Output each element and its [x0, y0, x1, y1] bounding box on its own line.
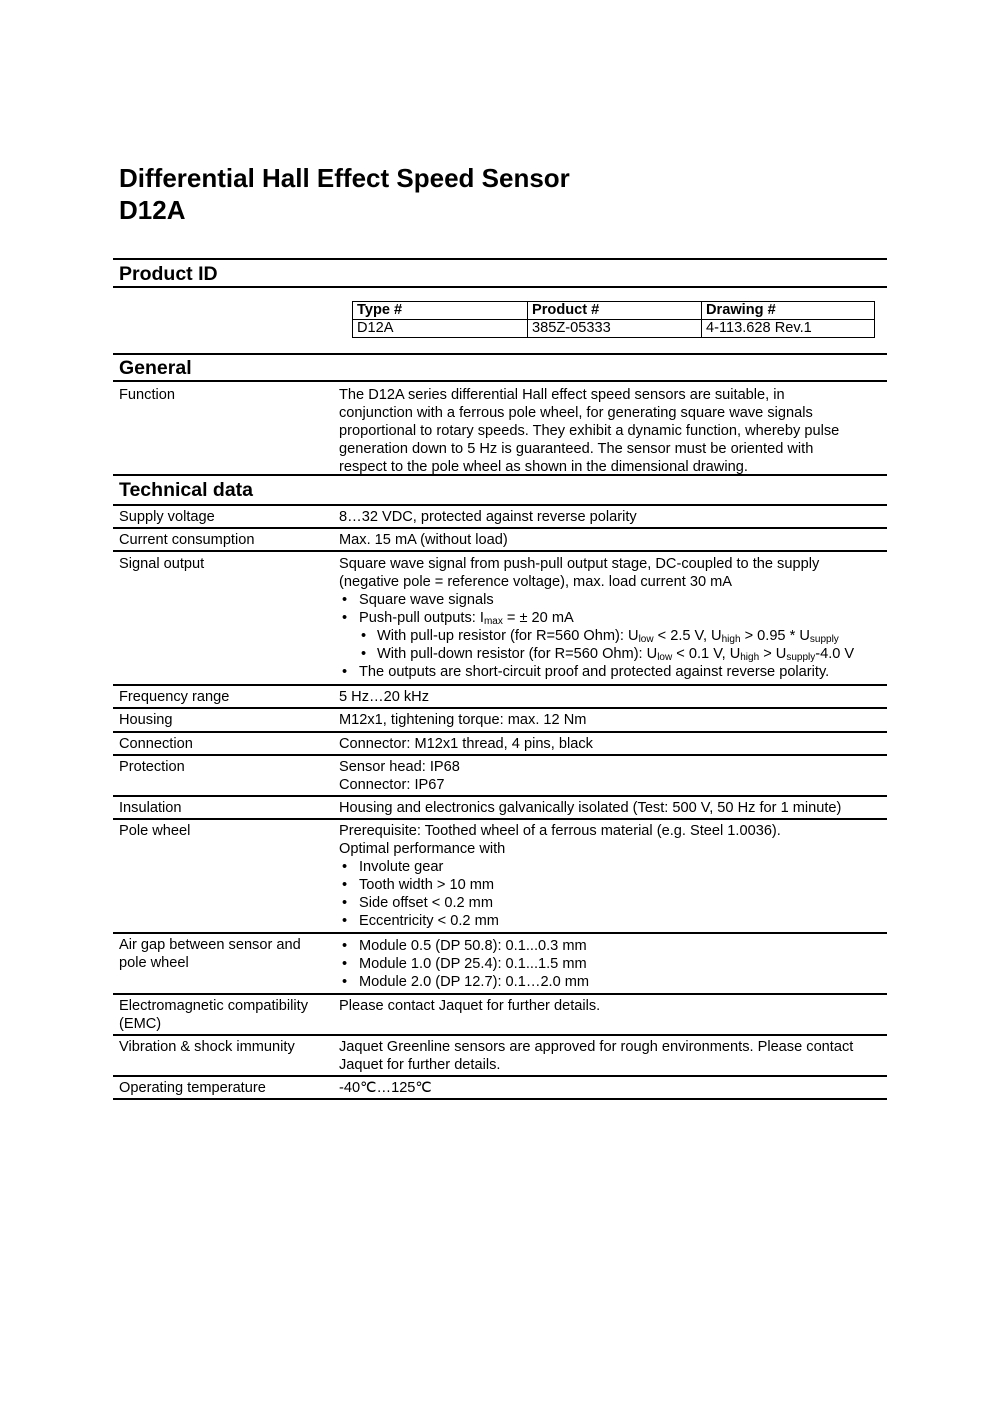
air-gap-value [339, 937, 884, 991]
rule-divider [113, 754, 887, 756]
emc-label: Electromagnetic compatibility (EMC) [119, 998, 308, 1032]
page-title [119, 162, 570, 226]
pole-wheel-value [339, 822, 884, 930]
rule-divider [113, 504, 887, 506]
frequency-range-value: 5 Hz…20 kHz [339, 689, 430, 705]
protection-value [339, 758, 884, 794]
pole-wheel-line: Prerequisite: Toothed wheel of a ferrous material (e.g. Steel 1.0036). [339, 823, 781, 839]
function-line: generation down to 5 Hz is guaranteed. The sensor must be oriented with [339, 441, 814, 457]
operating-temperature-value: -40℃…125℃ [339, 1080, 432, 1096]
list-item: • Module 2.0 (DP 12.7): 0.1…2.0 mm [339, 973, 884, 991]
list-item: • Module 1.0 (DP 25.4): 0.1...1.5 mm [339, 955, 884, 973]
current-consumption-value: Max. 15 mA (without load) [339, 532, 508, 548]
connection-label: Connection [119, 736, 193, 752]
pole-wheel-line: Optimal performance with [339, 841, 506, 857]
function-line: respect to the pole wheel as shown in the dimensional drawing. [339, 459, 748, 475]
section-heading-technical-data: Technical data [119, 479, 254, 501]
vibration-line: Jaquet Greenline sensors are approved for rough environments. Please contact [339, 1039, 854, 1055]
protection-line: Connector: IP67 [339, 777, 445, 793]
rule-divider [113, 550, 887, 552]
rule-divider [113, 1075, 887, 1077]
housing-value: M12x1, tightening torque: max. 12 Nm [339, 712, 587, 728]
list-item: • Eccentricity < 0.2 mm [339, 912, 884, 930]
list-item: • The outputs are short-circuit proof and protected against reverse polarity. [339, 663, 884, 681]
signal-output-value [339, 555, 884, 681]
section-heading-product-id: Product ID [119, 263, 218, 285]
operating-temperature-label: Operating temperature [119, 1080, 266, 1096]
housing-label: Housing [119, 712, 173, 728]
connection-value: Connector: M12x1 thread, 4 pins, black [339, 736, 593, 752]
function-line: conjunction with a ferrous pole wheel, for generating square wave signals [339, 405, 813, 421]
list-item: • Push-pull outputs: $I_{max}$ = ± 20 mA [339, 609, 884, 627]
rule-divider [113, 286, 887, 288]
table-row [353, 320, 875, 338]
function-line: The D12A series differential Hall effect speed sensors are suitable, in [339, 387, 785, 403]
list-item: • Tooth width > 10 mm [339, 876, 884, 894]
title-line-1: Differential Hall Effect Speed Sensor [119, 163, 570, 193]
list-item: • Side offset < 0.2 mm [339, 894, 884, 912]
list-item: • Involute gear [339, 858, 884, 876]
function-label: Function [119, 387, 175, 403]
product-id-table [352, 301, 875, 338]
air-gap-label: Air gap between sensor and pole wheel [119, 937, 301, 971]
cell-drawing: 4-113.628 Rev.1 [702, 320, 875, 338]
signal-output-line: Square wave signal from push-pull output stage, DC-coupled to the supply [339, 556, 820, 572]
current-consumption-label: Current consumption [119, 532, 255, 548]
section-heading-general: General [119, 357, 192, 379]
frequency-range-label: Frequency range [119, 689, 230, 705]
list-item: • With pull-up resistor (for R=560 Ohm): $U_{low} < 2.5$ V, $U_{high} > 0.95 * U_{supply}$ [339, 627, 884, 645]
function-line: proportional to rotary speeds. They exhibit a dynamic function, whereby pulse [339, 423, 840, 439]
protection-label: Protection [119, 759, 185, 775]
rule-divider [113, 527, 887, 529]
rule-divider [113, 474, 887, 476]
pole-wheel-label: Pole wheel [119, 823, 191, 839]
cell-product: 385Z-05333 [528, 320, 702, 338]
rule-divider [113, 932, 887, 934]
list-item: • Module 0.5 (DP 50.8): 0.1...0.3 mm [339, 937, 884, 955]
rule-divider [113, 353, 887, 355]
signal-output-line: (negative pole = reference voltage), max. load current 30 mA [339, 574, 733, 590]
column-header-product: Product # [528, 302, 702, 320]
vibration-label: Vibration & shock immunity [119, 1039, 295, 1055]
vibration-value [339, 1038, 884, 1074]
emc-value: Please contact Jaquet for further details. [339, 998, 601, 1014]
title-line-2: D12A [119, 195, 186, 225]
list-item: • With pull-down resistor (for R=560 Ohm): $U_{low} < 0.1$ V, $U_{high} > U_{supply}-4.0$ V [339, 645, 884, 663]
rule-divider [113, 1034, 887, 1036]
rule-divider [113, 258, 887, 260]
rule-divider [113, 993, 887, 995]
insulation-label: Insulation [119, 800, 182, 816]
insulation-value: Housing and electronics galvanically isolated (Test: 500 V, 50 Hz for 1 minute) [339, 800, 842, 816]
rule-divider [113, 818, 887, 820]
rule-divider [113, 731, 887, 733]
function-text [339, 386, 884, 476]
rule-divider [113, 707, 887, 709]
protection-line: Sensor head: IP68 [339, 759, 460, 775]
supply-voltage-value: 8…32 VDC, protected against reverse polarity [339, 509, 637, 525]
table-header-row [353, 302, 875, 320]
rule-divider [113, 795, 887, 797]
rule-divider [113, 684, 887, 686]
signal-output-label: Signal output [119, 556, 205, 572]
supply-voltage-label: Supply voltage [119, 509, 215, 525]
column-header-type: Type # [353, 302, 528, 320]
list-item: • Square wave signals [339, 591, 884, 609]
cell-type: D12A [353, 320, 528, 338]
rule-divider [113, 380, 887, 382]
column-header-drawing: Drawing # [702, 302, 875, 320]
vibration-line: Jaquet for further details. [339, 1057, 501, 1073]
rule-divider [113, 1098, 887, 1100]
